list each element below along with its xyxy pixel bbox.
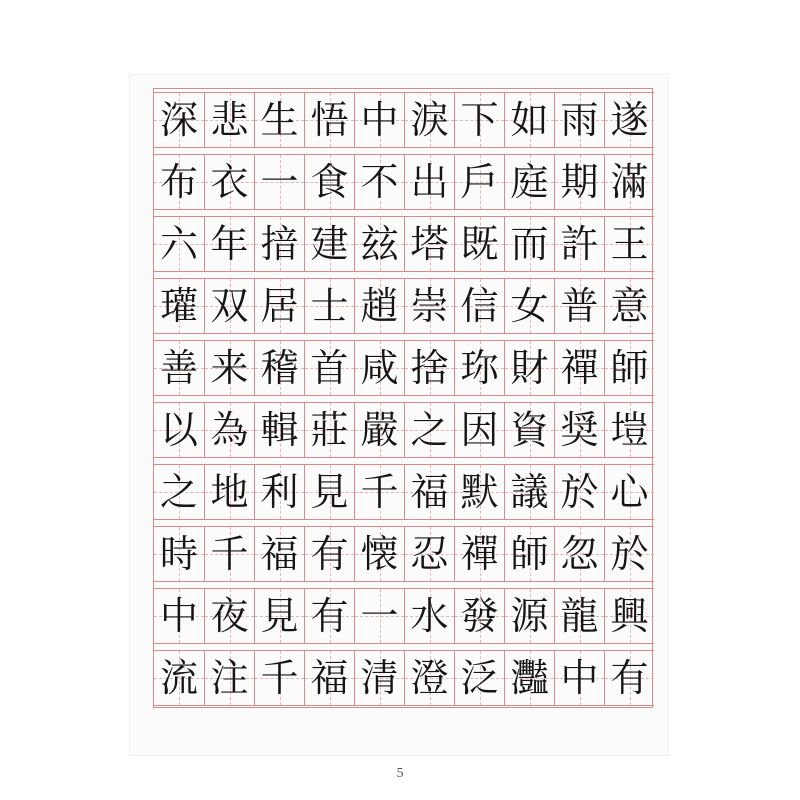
grid-cell [204, 216, 254, 272]
grid-cell [404, 402, 454, 458]
grid-cell [454, 216, 504, 272]
calligraphy-character: 出 [410, 160, 449, 204]
calligraphy-character: 忽 [560, 532, 599, 576]
grid-cell [154, 588, 204, 644]
calligraphy-character: 泛 [460, 656, 499, 700]
grid-cell [404, 92, 454, 148]
calligraphy-character: 見 [310, 470, 349, 514]
calligraphy-character: 澄 [410, 656, 449, 700]
grid-cell [254, 340, 304, 396]
grid-cell [454, 340, 504, 396]
grid-cell [454, 278, 504, 334]
calligraphy-character: 流 [159, 656, 198, 700]
calligraphy-character: 布 [159, 160, 198, 204]
grid-cell [154, 340, 204, 396]
calligraphy-character: 時 [159, 532, 198, 576]
calligraphy-character: 建 [310, 222, 349, 266]
grid-cell [154, 92, 204, 148]
calligraphy-character: 双 [210, 284, 249, 328]
grid-cell [354, 526, 404, 582]
grid-cell [604, 588, 654, 644]
grid-cell [604, 278, 654, 334]
calligraphy-character: 之 [159, 470, 198, 514]
calligraphy-character: 福 [260, 532, 299, 576]
grid-cell [604, 340, 654, 396]
grid-cell [404, 340, 454, 396]
grid-cell [504, 464, 554, 520]
calligraphy-character: 女 [510, 284, 549, 328]
calligraphy-character: 滿 [610, 160, 649, 204]
calligraphy-character: 揞 [260, 222, 299, 266]
grid-cell [304, 588, 354, 644]
grid-cell [254, 588, 304, 644]
calligraphy-character: 悟 [310, 98, 349, 142]
calligraphy-character: 地 [210, 470, 249, 514]
calligraphy-character: 於 [560, 470, 599, 514]
grid-cell [604, 650, 654, 706]
grid-row [154, 154, 652, 210]
grid-cell [454, 464, 504, 520]
calligraphy-character: 而 [510, 222, 549, 266]
grid-cell [204, 464, 254, 520]
calligraphy-character: 千 [210, 532, 249, 576]
grid-cell [254, 464, 304, 520]
grid-cell [604, 464, 654, 520]
calligraphy-character: 注 [210, 656, 249, 700]
calligraphy-character: 稽 [260, 346, 299, 390]
calligraphy-character: 中 [159, 594, 198, 638]
calligraphy-character: 嚴 [360, 408, 399, 452]
calligraphy-character: 遂 [610, 98, 649, 142]
calligraphy-character: 来 [210, 346, 249, 390]
calligraphy-character: 善 [159, 346, 198, 390]
calligraphy-character: 發 [460, 594, 499, 638]
grid-cell [554, 154, 604, 210]
grid-cell [454, 526, 504, 582]
calligraphy-character: 如 [510, 98, 549, 142]
calligraphy-character: 食 [310, 160, 349, 204]
grid-cell [154, 154, 204, 210]
calligraphy-character: 年 [210, 222, 249, 266]
grid-cell [304, 278, 354, 334]
grid-cell [454, 154, 504, 210]
grid-cell [154, 216, 204, 272]
grid-cell [204, 154, 254, 210]
grid-cell [154, 526, 204, 582]
grid-cell [404, 588, 454, 644]
calligraphy-character: 一 [260, 160, 299, 204]
grid-row [154, 526, 652, 582]
grid-cell [154, 650, 204, 706]
grid-row [154, 588, 652, 644]
calligraphy-character: 許 [560, 222, 599, 266]
grid-cell [204, 588, 254, 644]
calligraphy-character: 塏 [610, 408, 649, 452]
grid-cell [354, 588, 404, 644]
grid-cell [504, 340, 554, 396]
grid-cell [204, 340, 254, 396]
grid-cell [204, 278, 254, 334]
calligraphy-character: 清 [360, 656, 399, 700]
grid-cell [354, 154, 404, 210]
grid-cell [404, 464, 454, 520]
calligraphy-character: 玆 [360, 222, 399, 266]
grid-cell [354, 340, 404, 396]
grid-cell [554, 216, 604, 272]
grid-cell [604, 92, 654, 148]
calligraphy-character: 以 [159, 408, 198, 452]
calligraphy-character: 因 [460, 408, 499, 452]
page-number: 5 [396, 766, 404, 781]
grid-cell [404, 650, 454, 706]
grid-cell [154, 402, 204, 458]
grid-cell [404, 278, 454, 334]
calligraphy-character: 資 [510, 408, 549, 452]
calligraphy-character: 福 [410, 470, 449, 514]
calligraphy-character: 有 [310, 594, 349, 638]
grid-cell [354, 278, 404, 334]
calligraphy-character: 居 [260, 284, 299, 328]
calligraphy-character: 信 [460, 284, 499, 328]
grid-cell [504, 92, 554, 148]
calligraphy-character: 禪 [560, 346, 599, 390]
grid-cell [504, 278, 554, 334]
grid-cell [254, 278, 304, 334]
grid-cell [304, 340, 354, 396]
grid-cell [604, 216, 654, 272]
calligraphy-character: 師 [610, 346, 649, 390]
calligraphy-character: 千 [360, 470, 399, 514]
grid-cell [504, 216, 554, 272]
calligraphy-character: 普 [560, 284, 599, 328]
calligraphy-character: 捨 [410, 346, 449, 390]
grid-cell [554, 650, 604, 706]
grid-cell [304, 402, 354, 458]
calligraphy-character: 利 [260, 470, 299, 514]
grid-cell [354, 92, 404, 148]
calligraphy-character: 既 [460, 222, 499, 266]
calligraphy-character: 淚 [410, 98, 449, 142]
calligraphy-character: 福 [310, 656, 349, 700]
calligraphy-character: 龍 [560, 594, 599, 638]
grid-cell [504, 526, 554, 582]
grid-cell [304, 650, 354, 706]
calligraphy-character: 珎 [460, 346, 499, 390]
calligraphy-character: 士 [310, 284, 349, 328]
grid-row [154, 650, 652, 706]
calligraphy-character: 師 [510, 532, 549, 576]
grid-cell [404, 526, 454, 582]
grid-cell [504, 154, 554, 210]
calligraphy-character: 王 [610, 222, 649, 266]
calligraphy-character: 有 [310, 532, 349, 576]
grid-cell [454, 92, 504, 148]
grid-cell [404, 216, 454, 272]
calligraphy-character: 塔 [410, 222, 449, 266]
grid-cell [304, 526, 354, 582]
grid-cell [554, 588, 604, 644]
grid-row [154, 278, 652, 334]
grid-cell [254, 216, 304, 272]
grid-cell [604, 402, 654, 458]
calligraphy-character: 崇 [410, 284, 449, 328]
calligraphy-character: 中 [560, 656, 599, 700]
grid-cell [304, 92, 354, 148]
calligraphy-character: 不 [360, 160, 399, 204]
calligraphy-character: 中 [360, 98, 399, 142]
calligraphy-character: 夜 [210, 594, 249, 638]
calligraphy-character: 忍 [410, 532, 449, 576]
calligraphy-character: 水 [410, 594, 449, 638]
calligraphy-character: 六 [159, 222, 198, 266]
calligraphy-character: 禪 [460, 532, 499, 576]
grid-cell [554, 278, 604, 334]
grid-cell [304, 464, 354, 520]
calligraphy-character: 衣 [210, 160, 249, 204]
grid-cell [204, 650, 254, 706]
grid-row [154, 216, 652, 272]
calligraphy-character: 一 [360, 594, 399, 638]
grid-cell [204, 92, 254, 148]
calligraphy-character: 戶 [460, 160, 499, 204]
grid-cell [304, 154, 354, 210]
grid-row [154, 340, 652, 396]
grid-cell [354, 464, 404, 520]
grid-cell [154, 464, 204, 520]
calligraphy-character: 悲 [210, 98, 249, 142]
grid-cell [254, 402, 304, 458]
calligraphy-character: 之 [410, 408, 449, 452]
grid-cell [604, 526, 654, 582]
grid-cell [404, 154, 454, 210]
calligraphy-character: 見 [260, 594, 299, 638]
grid-cell [304, 216, 354, 272]
grid-cell [454, 402, 504, 458]
grid-cell [354, 402, 404, 458]
calligraphy-character: 懐 [360, 532, 399, 576]
grid-cell [354, 650, 404, 706]
grid-cell [254, 154, 304, 210]
calligraphy-character: 財 [510, 346, 549, 390]
calligraphy-character: 瓘 [159, 284, 198, 328]
grid-cell [504, 588, 554, 644]
calligraphy-character: 深 [159, 98, 198, 142]
grid-cell [504, 402, 554, 458]
grid-cell [454, 588, 504, 644]
grid-cell [454, 650, 504, 706]
calligraphy-character: 莊 [310, 408, 349, 452]
calligraphy-character: 下 [460, 98, 499, 142]
calligraphy-character: 生 [260, 98, 299, 142]
calligraphy-character: 意 [610, 284, 649, 328]
calligraphy-character: 心 [610, 470, 649, 514]
grid-cell [554, 402, 604, 458]
calligraphy-character: 雨 [560, 98, 599, 142]
grid-cell [504, 650, 554, 706]
calligraphy-character: 千 [260, 656, 299, 700]
grid-cell [204, 402, 254, 458]
grid-cell [604, 154, 654, 210]
calligraphy-character: 庭 [510, 160, 549, 204]
calligraphy-character: 灩 [510, 656, 549, 700]
grid-cell [554, 464, 604, 520]
calligraphy-character: 期 [560, 160, 599, 204]
calligraphy-character: 議 [510, 470, 549, 514]
grid-cell [354, 216, 404, 272]
calligraphy-practice-grid [153, 88, 653, 708]
grid-cell [254, 92, 304, 148]
calligraphy-character: 於 [610, 532, 649, 576]
grid-cell [154, 278, 204, 334]
grid-cell [554, 92, 604, 148]
calligraphy-character: 源 [510, 594, 549, 638]
calligraphy-character: 趙 [360, 284, 399, 328]
grid-cell [204, 526, 254, 582]
calligraphy-character: 為 [210, 408, 249, 452]
grid-row [154, 92, 652, 148]
calligraphy-character: 興 [610, 594, 649, 638]
grid-cell [254, 526, 304, 582]
calligraphy-character: 輯 [260, 408, 299, 452]
calligraphy-character: 咸 [360, 346, 399, 390]
calligraphy-character: 有 [610, 656, 649, 700]
grid-cell [254, 650, 304, 706]
calligraphy-character: 首 [310, 346, 349, 390]
calligraphy-character: 奨 [560, 408, 599, 452]
grid-row [154, 464, 652, 520]
calligraphy-character: 默 [460, 470, 499, 514]
grid-row [154, 402, 652, 458]
grid-cell [554, 340, 604, 396]
grid-cell [554, 526, 604, 582]
